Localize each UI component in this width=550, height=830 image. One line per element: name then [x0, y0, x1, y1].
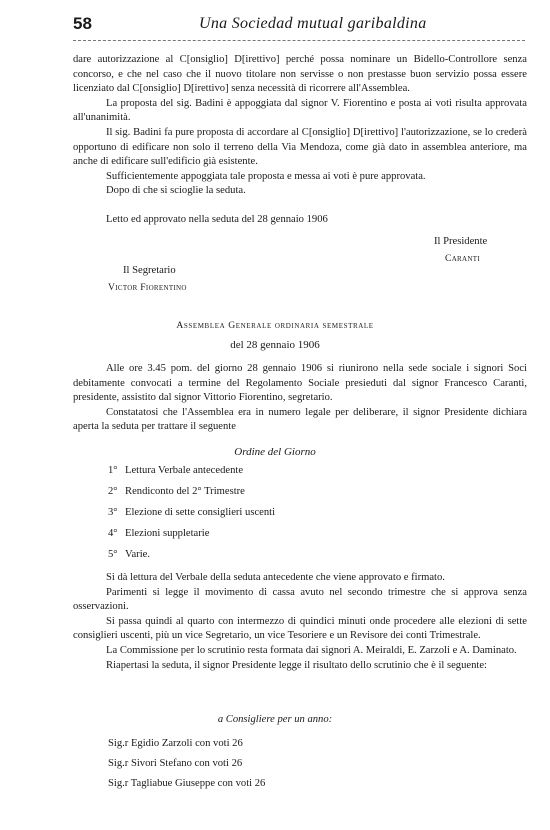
page-number: 58: [73, 14, 92, 33]
paragraph: Alle ore 3.45 pom. del giorno 28 gennaio 1906 si riunirono nella sede sociale i signori Soci debitamente convocati a termine del Regolamento Sociale presieduti dal signor Francesco Caranti, presidente, assistito dal signor Vittorio Fiorentino, segretario.: [73, 363, 527, 404]
results-list: [108, 738, 265, 798]
agenda-number: 3°: [108, 507, 118, 518]
president-label: Il Presidente: [434, 236, 488, 247]
agenda-text: Lettura Verbale antecedente: [125, 465, 244, 476]
paragraph: Sufficientemente appoggiata tale proposta e messa ai voti è pure approvata.: [106, 170, 426, 182]
assembly-proceedings: [73, 571, 527, 673]
agenda-list: [108, 465, 275, 570]
approval-line: Letto ed approvato nella seduta del 28 gennaio 1906: [106, 214, 328, 225]
paragraph: Il sig. Badini fa pure proposta di accordare al C[onsiglio] D[irettivo] l'autorizzazione, se lo crederà opportuno di edificare non solo il terreno della Via Mendoza, come già dato in assemblea anteriore, ma anche di edificare sull'edificio già esistente.: [73, 126, 527, 168]
minutes-continuation: [73, 53, 527, 199]
agenda-text: Elezioni suppletarie: [125, 528, 210, 539]
agenda-item: [108, 528, 275, 549]
agenda-title: Ordine del Giorno: [234, 446, 316, 458]
paragraph: Si dà lettura del Verbale della seduta antecedente che viene approvato e firmato.: [106, 572, 445, 583]
secretary-name: Victor Fiorentino: [108, 282, 187, 293]
paragraph: Parimenti si legge il movimento di cassa avuto nel secondo trimestre che si approva senza osservazioni.: [73, 586, 527, 613]
header-rule: [73, 40, 525, 41]
assembly-heading: Assemblea Generale ordinaria semestrale: [176, 320, 374, 331]
agenda-text: Varie.: [125, 549, 150, 560]
assembly-opening: [73, 362, 527, 435]
agenda-number: 1°: [108, 465, 118, 476]
agenda-number: 4°: [108, 528, 118, 539]
results-heading: a Consigliere per un anno:: [217, 714, 333, 725]
paragraph: dare autorizzazione al C[onsiglio] D[irettivo] perché possa nominare un Bidello-Controllore senza concorso, e che nel caso che il nuovo titolare non servisse o non prestasse buon servizio possa essere licenziato dal C[onsiglio] D[irettivo] senza necessità di ricorrere all'Assemblea.: [73, 54, 527, 95]
secretary-label: Il Segretario: [123, 265, 176, 276]
paragraph: La Commissione per lo scrutinio resta formata dai signori A. Meiraldi, E. Zarzoli e A. Daminato.: [106, 644, 517, 656]
running-title: Una Sociedad mutual garibaldina: [199, 15, 427, 32]
agenda-number: 2°: [108, 486, 118, 497]
agenda-text: Elezione di sette consiglieri uscenti: [125, 507, 276, 518]
page-header: [73, 14, 525, 38]
agenda-item: [108, 486, 275, 507]
paragraph: Dopo di che si scioglie la seduta.: [106, 185, 246, 197]
assembly-date: del 28 gennaio 1906: [230, 339, 320, 351]
president-name: Caranti: [445, 253, 480, 264]
paragraph: Riapertasi la seduta, il signor Presidente legge il risultato dello scrutinio che è il seguente:: [106, 659, 487, 671]
agenda-number: 5°: [108, 549, 118, 560]
paragraph: Si passa quindi al quarto con intermezzo di quindici minuti onde procedere alle elezioni di sette consiglieri uscenti, più un vice Segretario, un vice Tesoriere e un Revisore dei conti Trimestrale.: [73, 615, 527, 642]
result-item: Sig.r Sivori Stefano con voti 26: [108, 758, 243, 769]
agenda-item: [108, 549, 275, 570]
result-item: Sig.r Tagliabue Giuseppe con voti 26: [108, 778, 266, 789]
paragraph: La proposta del sig. Badini è appoggiata dal signor V. Fiorentino e posta ai voti risulta approvata all'unanimità.: [73, 97, 527, 124]
paragraph: Constatatosi che l'Assemblea era in numero legale per deliberare, il signor Presidente dichiara aperta la seduta per trattare il seguente: [73, 406, 527, 433]
agenda-item: [108, 465, 275, 486]
result-item: Sig.r Egidio Zarzoli con voti 26: [108, 738, 243, 749]
agenda-item: [108, 507, 275, 528]
agenda-text: Rendiconto del 2° Trimestre: [125, 486, 245, 497]
